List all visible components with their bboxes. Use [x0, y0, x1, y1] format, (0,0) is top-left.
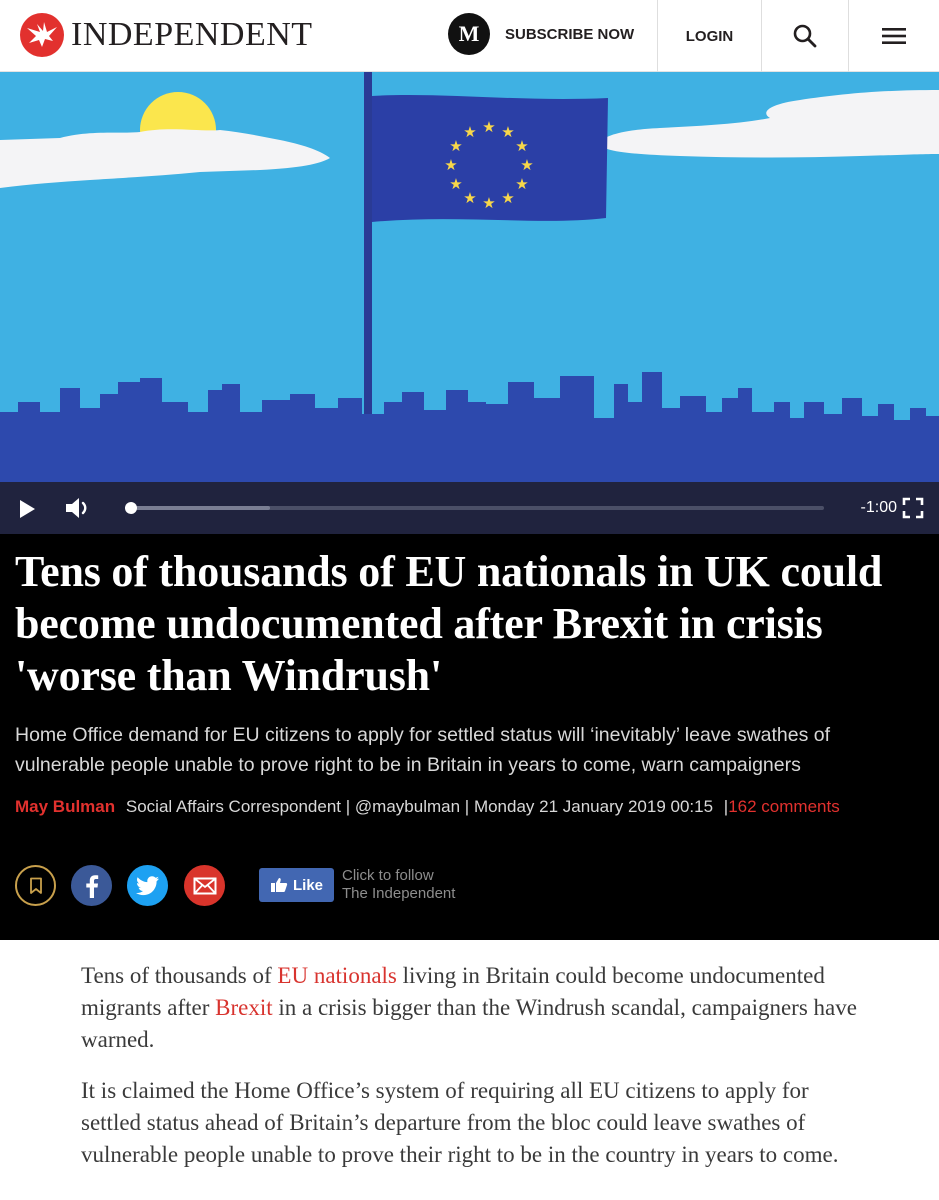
byline — [15, 793, 925, 821]
svg-text:★: ★ — [482, 194, 496, 212]
volume-icon — [63, 494, 93, 522]
logo-wordmark: INDEPENDENT — [71, 16, 313, 53]
comments-link[interactable]: 162 comments — [728, 797, 840, 816]
svg-text:★: ★ — [501, 123, 515, 141]
fullscreen-button[interactable] — [902, 497, 924, 519]
follow-prompt[interactable] — [342, 867, 455, 903]
progress-knob[interactable] — [125, 502, 137, 514]
svg-text:★: ★ — [444, 156, 458, 174]
svg-text:★: ★ — [520, 156, 534, 174]
video-frame — [0, 72, 939, 534]
author-role — [126, 797, 341, 816]
byline-separator: | — [345, 797, 351, 816]
svg-text:★: ★ — [449, 175, 463, 193]
svg-text:★: ★ — [463, 123, 477, 141]
play-button[interactable] — [14, 496, 40, 522]
article-standfirst: Home Office demand for EU citizens to apply for settled status will ‘inevitably’ leave swathes of vulnerable people unable to prove right to be in Britain in years to come, warn campaigners — [15, 724, 831, 776]
author-handle[interactable]: @maybulman — [354, 797, 461, 816]
brexit-link[interactable]: Brexit — [215, 995, 273, 1020]
svg-text:★: ★ — [515, 175, 529, 193]
svg-text:★: ★ — [449, 137, 463, 155]
search-icon — [792, 23, 818, 49]
menu-icon — [882, 26, 906, 46]
thumbs-up-icon — [270, 877, 288, 893]
search-button[interactable] — [762, 0, 848, 72]
twitter-icon — [136, 876, 160, 896]
twitter-share-button[interactable] — [127, 865, 168, 906]
bookmark-button[interactable] — [15, 865, 56, 906]
eagle-logo-icon — [20, 13, 64, 57]
svg-text:★: ★ — [482, 118, 496, 136]
facebook-like-button[interactable] — [259, 868, 334, 902]
progress-buffer — [131, 506, 270, 510]
like-label: Like — [292, 876, 323, 894]
svg-text:★: ★ — [501, 189, 515, 207]
facebook-share-button[interactable] — [71, 865, 112, 906]
byline-separator: | — [464, 797, 470, 816]
email-icon — [193, 877, 217, 895]
article-paragraph-1 — [81, 960, 861, 1056]
author-link[interactable]: May Bulman — [15, 797, 116, 816]
svg-text:★: ★ — [463, 189, 477, 207]
eu-nationals-link[interactable]: EU nationals — [277, 963, 397, 988]
email-share-button[interactable] — [184, 865, 225, 906]
author-role-text: Social Affairs Correspondent — [125, 797, 342, 816]
video-player[interactable] — [0, 72, 939, 534]
paragraph-text: living in Britain could become undocumented migrants after — [81, 963, 825, 1020]
publish-date: Monday 21 January 2019 00:15 — [473, 797, 714, 816]
article-headline: Tens of thousands of EU nationals in UK could become undocumented after Brexit in crisis 'worse than Windrush' — [15, 547, 883, 700]
follow-line-2: The Independent — [342, 885, 456, 902]
volume-button[interactable] — [63, 494, 93, 522]
follow-line-1: Click to follow — [342, 867, 434, 884]
bookmark-icon — [28, 877, 44, 895]
svg-text:★: ★ — [515, 137, 529, 155]
subscribe-button[interactable] — [448, 13, 634, 55]
paragraph-text: Tens of thousands of — [81, 963, 278, 988]
play-icon — [14, 496, 40, 522]
subscribe-label: SUBSCRIBE NOW — [505, 25, 635, 43]
time-remaining: -1:00 — [860, 499, 897, 516]
byline-separator: | — [723, 797, 729, 816]
m-badge-icon: M — [448, 13, 490, 55]
paragraph-text: in a crisis bigger than the Windrush scandal, campaigners have warned. — [81, 995, 857, 1052]
article-paragraph-2: It is claimed the Home Office’s system of requiring all EU citizens to apply for settled status ahead of Britain’s departure from the bloc could leave swathes of vulnerable people unable to prove their right to be in the country in years to come. — [81, 1078, 839, 1167]
independent-logo[interactable] — [20, 12, 313, 58]
menu-button[interactable] — [849, 0, 939, 72]
site-header — [0, 0, 939, 72]
fullscreen-icon — [902, 497, 924, 519]
facebook-icon — [85, 874, 99, 898]
login-button[interactable]: LOGIN — [685, 27, 734, 45]
